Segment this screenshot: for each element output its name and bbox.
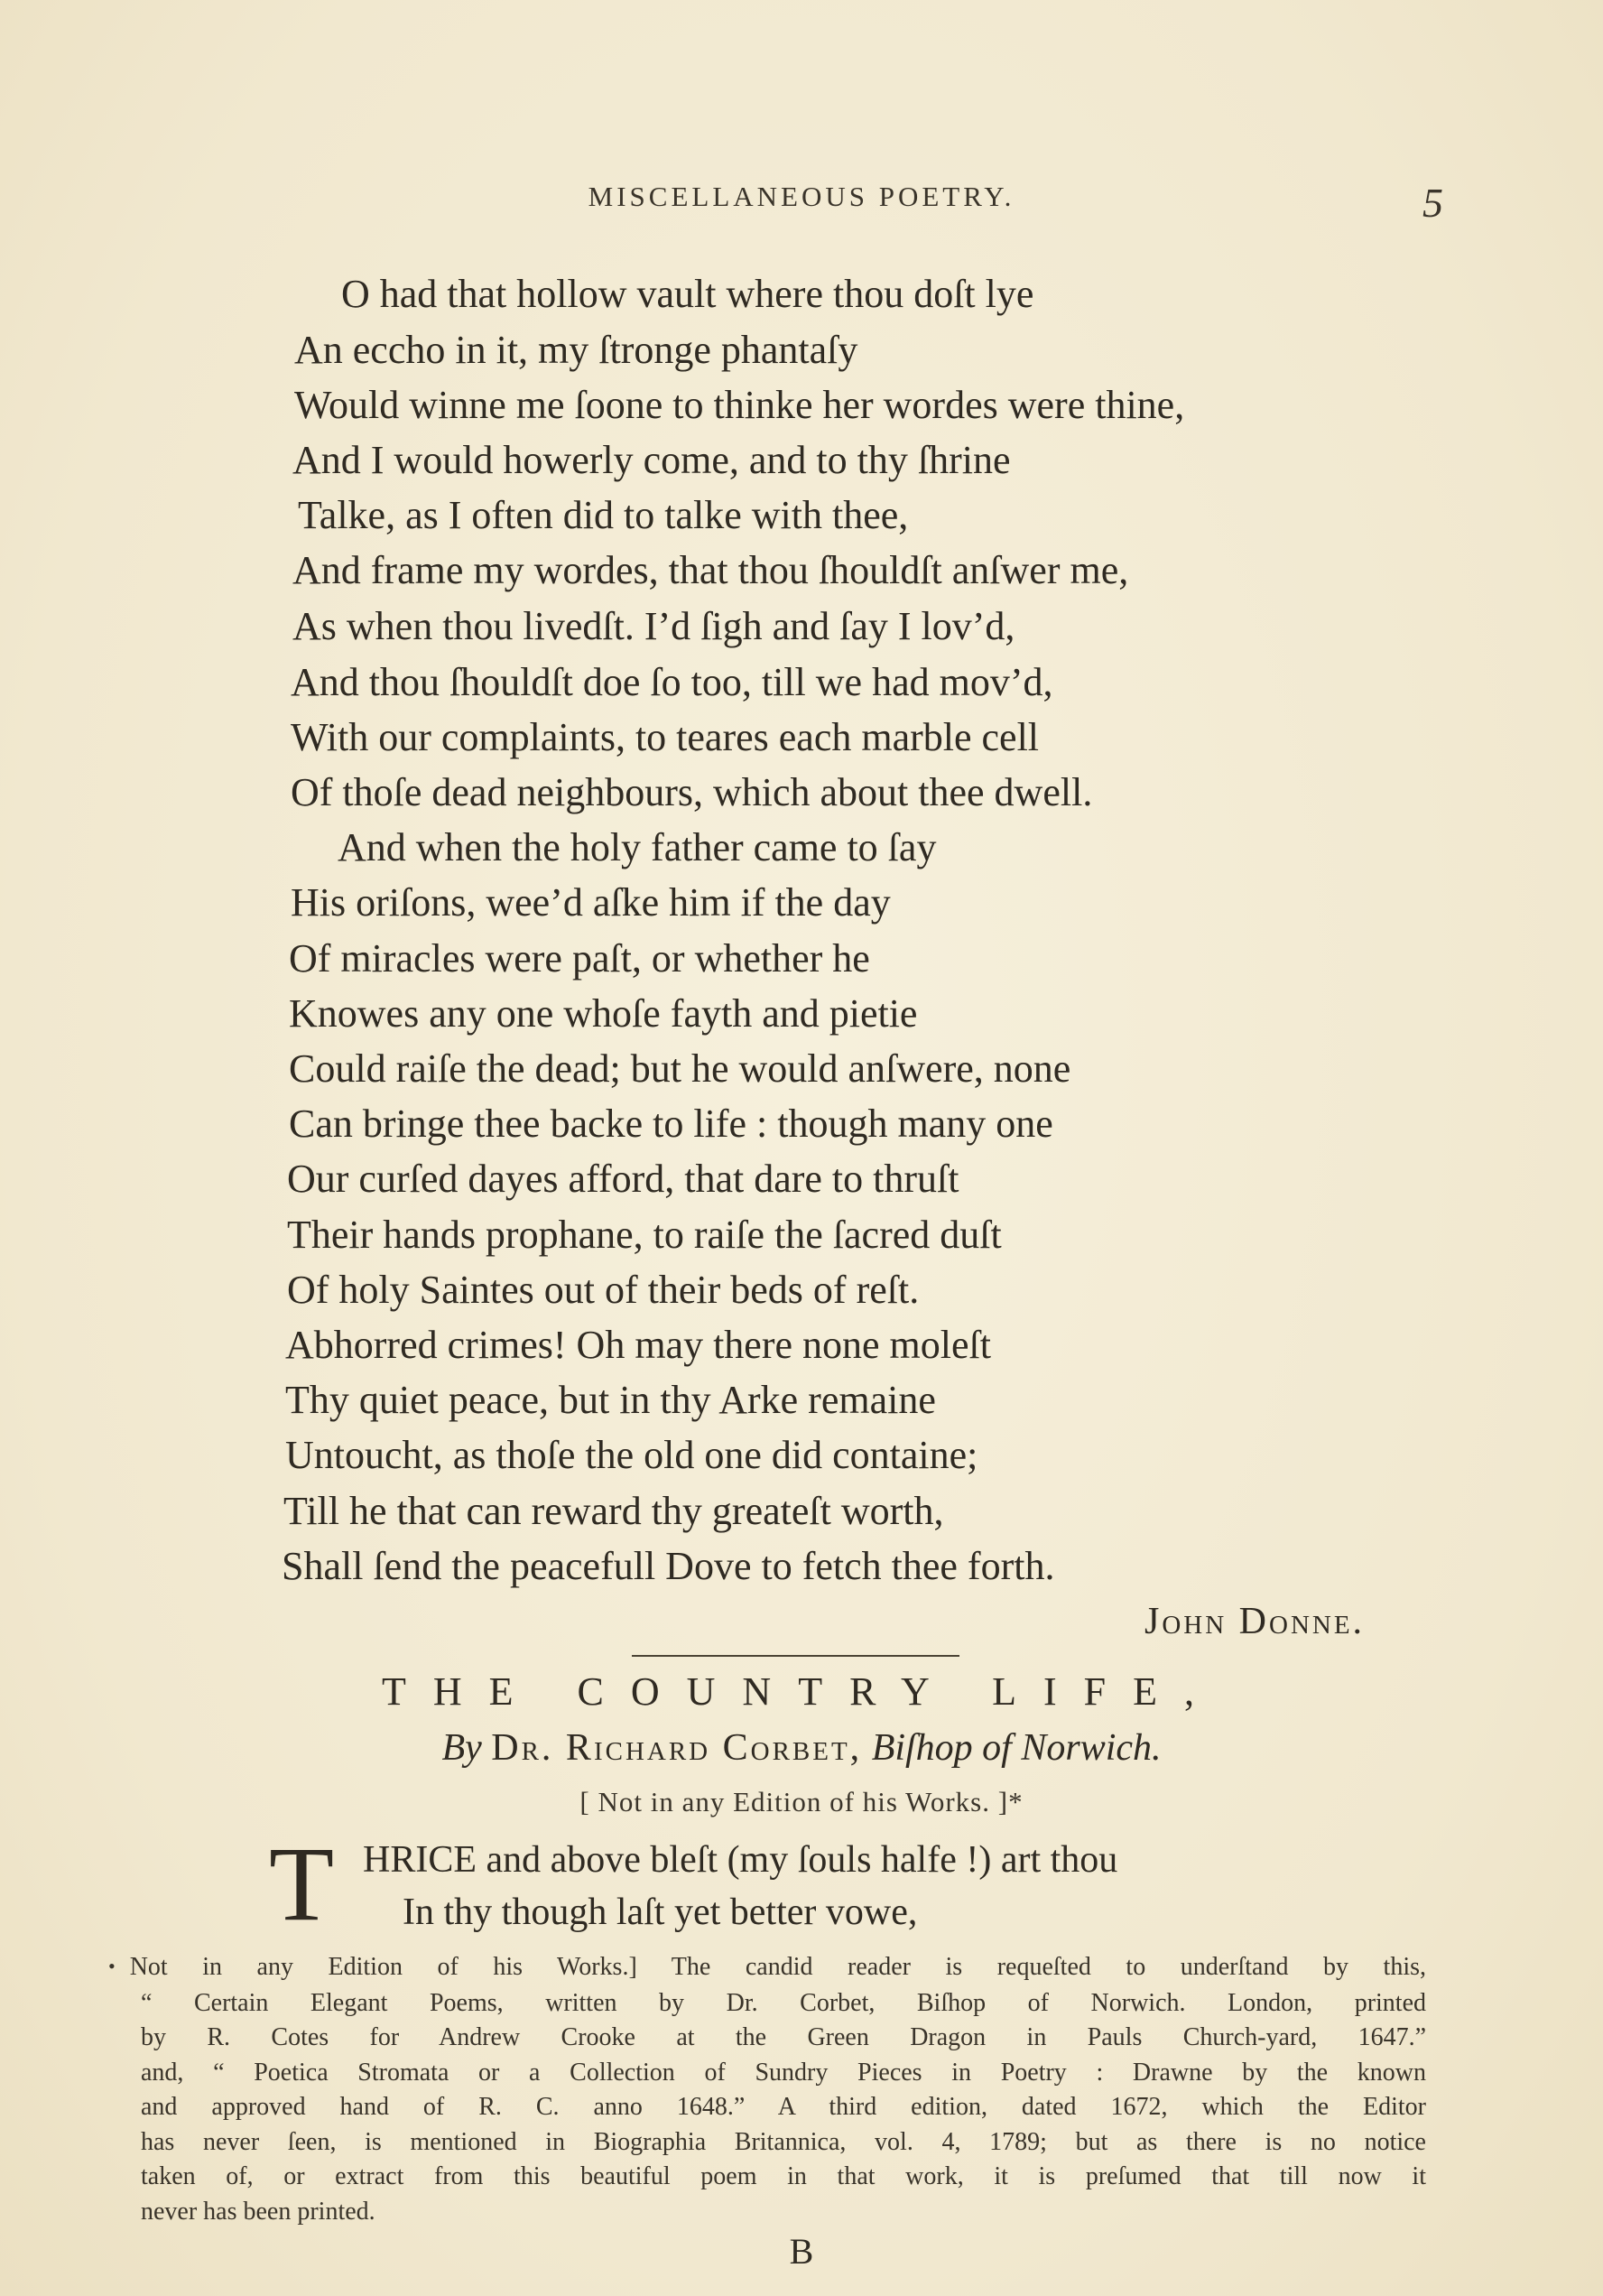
poem-line: Abhorred crimes! Oh may there none moleſt [285, 1323, 991, 1367]
footnote-line: and approved hand of R. C. anno 1648.” A third edition, dated 1672, which the Editor [141, 2093, 1426, 2121]
poem-line: Their hands prophane, to raiſe the ſacred duſt [287, 1213, 1002, 1257]
footnote-marker: • [108, 1955, 116, 1977]
poem-author: John Donne. [1144, 1601, 1366, 1642]
poem-line: And when the holy father came to ſay [338, 825, 937, 869]
byline-author-name: Dr. Richard Corbet, [491, 1727, 863, 1769]
byline [0, 1726, 1603, 1770]
footnote-line: taken of, or extract from this beautiful poem in that work, it is preſumed that till now it [141, 2162, 1426, 2190]
page-number: 5 [1422, 180, 1443, 226]
poem-line: Talke, as I often did to talke with thee, [298, 493, 909, 537]
poem-line: Shall ſend the peacefull Dove to fetch thee forth. [282, 1544, 1055, 1588]
poem-line: An eccho in it, my ſtronge phantaſy [294, 328, 858, 372]
signature-mark: B [789, 2231, 814, 2272]
poem-line: Our curſed dayes afford, that dare to thruſt [287, 1157, 959, 1201]
footnote-line: • Not in any Edition of his Works.] The candid reader is requeſted to underſtand by this, [108, 1953, 1426, 1981]
poem-line: Could raiſe the dead; but he would anſwere, none [289, 1046, 1071, 1091]
poem-line: Thy quiet peace, but in thy Arke remaine [285, 1378, 936, 1422]
byline-by: By [441, 1727, 482, 1769]
footnote-line: by R. Cotes for Andrew Crooke at the Green Dragon in Pauls Church-yard, 1647.” [141, 2023, 1426, 2051]
verse-line-1: HRICE and above bleſt (my ſouls halfe !) art thou [363, 1839, 1118, 1881]
poem-line: Of holy Saintes out of their beds of reſt. [287, 1268, 920, 1312]
poem-line: Of miracles were paſt, or whether he [289, 936, 870, 981]
poem-line: Would winne me ſoone to thinke her wordes were thine, [294, 383, 1185, 427]
drop-cap: T [269, 1825, 335, 1943]
section-divider [632, 1655, 959, 1657]
poem-line: As when thou livedſt. I’d ſigh and ſay I lov’d, [292, 604, 1015, 648]
poem-line: Knowes any one whoſe fayth and pietie [289, 991, 918, 1036]
poem-line: Untoucht, as thoſe the old one did containe; [285, 1433, 978, 1477]
running-head: MISCELLANEOUS POETRY. [588, 181, 1015, 212]
poem-line: O had that hollow vault where thou doſt lye [341, 272, 1034, 316]
footnote-line: has never ſeen, is mentioned in Biographia Britannica, vol. 4, 1789; but as there is no notice [141, 2127, 1426, 2156]
byline-office: Biſhop of Norwich. [871, 1727, 1162, 1769]
poem-line: And thou ſhouldſt doe ſo too, till we had mov’d, [291, 660, 1053, 704]
poem-line: Of thoſe dead neighbours, which about thee dwell. [291, 770, 1093, 814]
footnote [108, 1950, 1426, 2229]
footnote-line: never has been printed. [141, 2197, 375, 2226]
edition-note: [ Not in any Edition of his Works. ]* [579, 1786, 1024, 1817]
poem-line: His oriſons, wee’d aſke him if the day [291, 880, 891, 925]
poem-line: Can bringe thee backe to life : though many one [289, 1102, 1053, 1146]
footnote-line: and, “ Poetica Stromata or a Collection of Sundry Pieces in Poetry : Drawne by the known [141, 2058, 1426, 2087]
poem-title: THE COUNTRY LIFE, [381, 1669, 1222, 1714]
poem-line: Till he that can reward thy greateſt worth, [283, 1489, 944, 1533]
poem-line: With our complaints, to teares each marble cell [291, 715, 1040, 759]
poem-line: And I would howerly come, and to thy ſhrine [292, 438, 1011, 482]
poem-line: And frame my wordes, that thou ſhouldſt anſwer me, [292, 548, 1129, 592]
footnote-line: “ Certain Elegant Poems, written by Dr. Corbet, Biſhop of Norwich. London, printed [141, 1988, 1426, 2017]
verse-line-2: In thy though laſt yet better vowe, [403, 1892, 918, 1933]
